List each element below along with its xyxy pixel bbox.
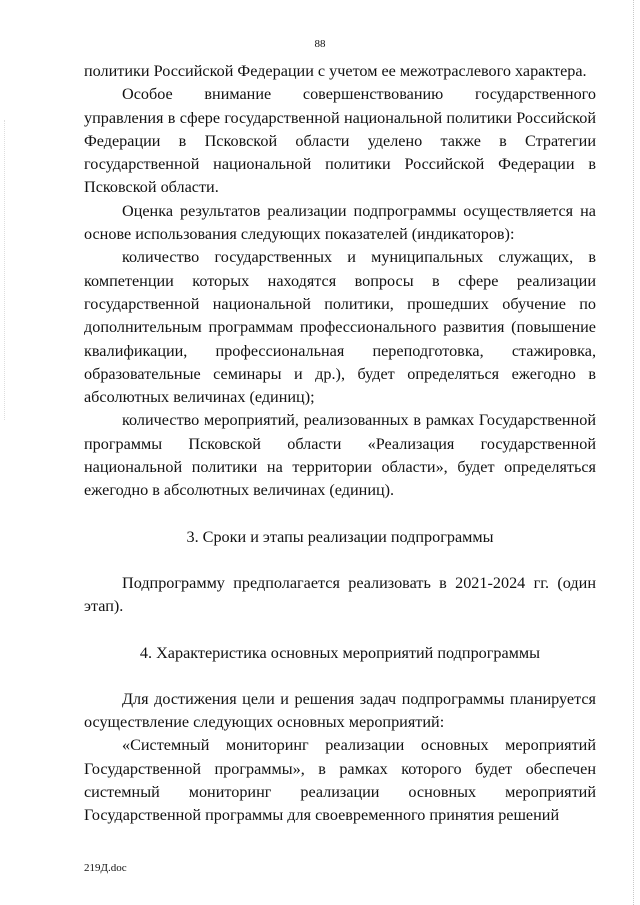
paragraph-evaluation: Оценка результатов реализации подпрограммы осуществляется на основе использования следующих показателей (индикаторов): <box>84 201 596 244</box>
scan-edge-left <box>4 120 6 420</box>
section-heading-4: 4. Характеристика основных мероприятий подпрограммы <box>139 643 541 662</box>
paragraph-timeline: Подпрограмму предполагается реализовать в 2021-2024 гг. (один этап). <box>84 573 596 616</box>
indicator-civil-servants: количество государственных и муниципальных служащих, в компетенции которых находятся вопросы в сфере реализации государственной национальной политики, прошедших обучение по дополнительным программам профессионального развития (повышение квалификации, профессиональная переподготовка, стажировка, образовательные семинары и др.), будет определяться ежегодно в абсолютных величинах (единиц); <box>84 248 596 407</box>
paragraph-strategy: Особое внимание совершенствованию государственного управления в сфере государственной национальной политики Российской Федерации в Псковской области уделено также в Стратегии государственной национальной политики Российской Федерации в Псковской области. <box>84 85 596 197</box>
indicator-events: количество мероприятий, реализованных в рамках Государственной программы Псковской области «Реализация государственной национальной политики на территории области», будет определяться ежегодно в абсолютных величинах (единиц). <box>84 411 596 500</box>
paragraph-measures-intro: Для достижения цели и решения задач подпрограммы планируется осуществление следующих основных мероприятий: <box>84 689 596 732</box>
file-name-footer: 219Д.doc <box>84 862 127 874</box>
document-body <box>84 60 596 828</box>
paragraph-monitoring: «Системный мониторинг реализации основных мероприятий Государственной программы», в рамках которого будет обеспечен системный мониторинг реализации основных мероприятий Государственной программы для своевременного принятия решений <box>84 736 596 825</box>
section-heading-3: 3. Сроки и этапы реализации подпрограммы <box>186 527 494 546</box>
scan-edge-right <box>632 0 634 905</box>
page-number: 88 <box>314 38 326 50</box>
paragraph-continuation: политики Российской Федерации с учетом ее межотраслевого характера. <box>84 62 587 80</box>
